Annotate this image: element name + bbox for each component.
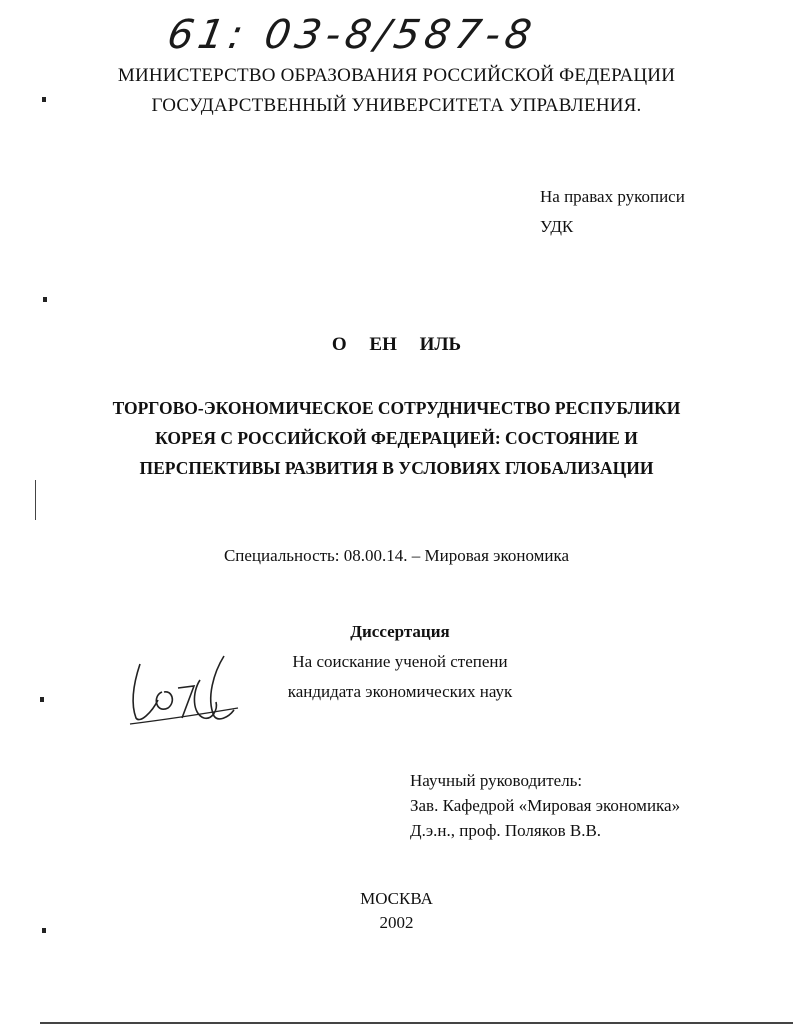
degree-line: На соискание ученой степени	[292, 652, 508, 671]
signature-image	[122, 652, 252, 734]
advisor-position: Зав. Кафедрой «Мировая экономика»	[410, 796, 681, 815]
header-block	[0, 61, 793, 121]
manuscript-rights: На правах рукописи	[540, 187, 685, 206]
udk-label: УДК	[540, 217, 574, 236]
specialty: Специальность: 08.00.14. – Мировая экономика	[223, 546, 570, 565]
city: МОСКВА	[360, 889, 433, 908]
archive-code-handwritten: 61: 03-8/587-8	[163, 12, 540, 58]
advisor-block	[410, 768, 680, 843]
title-line: ПЕРСПЕКТИВЫ РАЗВИТИЯ В УСЛОВИЯХ ГЛОБАЛИЗАЦИИ	[139, 458, 654, 478]
title-line: ТОРГОВО-ЭКОНОМИЧЕСКОЕ СОТРУДНИЧЕСТВО РЕСПУБЛИКИ	[112, 398, 681, 418]
scan-bottom-line	[40, 1022, 793, 1024]
scan-mark	[43, 297, 47, 302]
title-line: КОРЕЯ С РОССИЙСКОЙ ФЕДЕРАЦИЕЙ: СОСТОЯНИЕ И	[155, 428, 638, 448]
dissertation-title	[0, 393, 793, 483]
university-name: ГОСУДАРСТВЕННЫЙ УНИВЕРСИТЕТА УПРАВЛЕНИЯ.	[151, 95, 642, 116]
advisor-label: Научный руководитель:	[410, 771, 583, 790]
dissertation-block	[250, 617, 550, 707]
scan-mark	[40, 697, 44, 702]
dissertation-label: Диссертация	[350, 622, 450, 641]
scan-edge-line	[35, 480, 36, 520]
footer-block	[0, 887, 793, 935]
degree-line: кандидата экономических наук	[287, 682, 513, 701]
ministry-name: МИНИСТЕРСТВО ОБРАЗОВАНИЯ РОССИЙСКОЙ ФЕДЕРАЦИИ	[117, 65, 676, 86]
manuscript-block	[540, 182, 685, 242]
author-name: О ЕН ИЛЬ	[331, 334, 462, 355]
advisor-name: Д.э.н., проф. Поляков В.В.	[410, 821, 602, 840]
year: 2002	[379, 913, 414, 932]
